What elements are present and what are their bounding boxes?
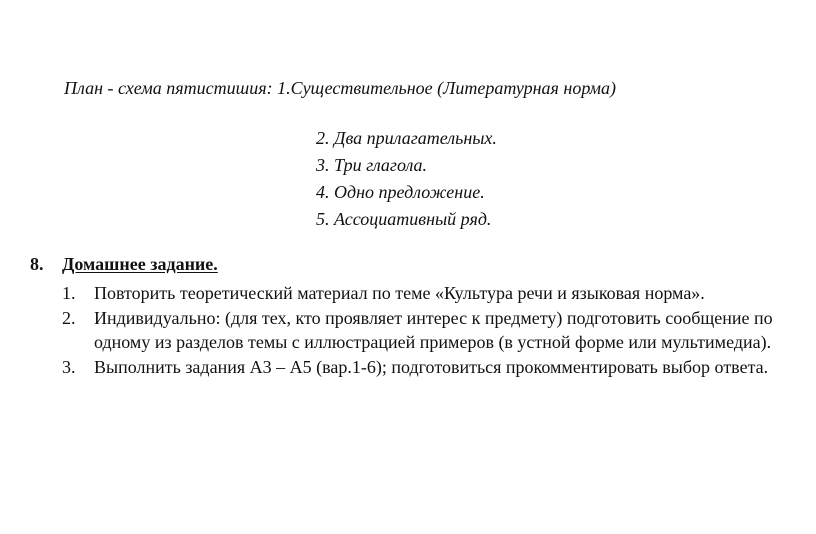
plan-item: 3. Три глагола. xyxy=(316,155,428,175)
homework-section-number: 8. xyxy=(30,254,44,274)
task-number: 2. xyxy=(62,307,76,328)
plan-items-list xyxy=(316,125,497,233)
plan-title: План - схема пятистишия: 1.Существительное (Литературная норма) xyxy=(64,78,616,98)
plan-item: 2. Два прилагательных. xyxy=(316,128,497,148)
homework-task xyxy=(62,306,802,355)
task-text: Индивидуально: (для тех, кто проявляет интерес к предмету) подготовить сообщение по одному из разделов темы с иллюстрацией примеров (в устной форме или мультимедиа). xyxy=(94,307,773,352)
plan-item: 4. Одно предложение. xyxy=(316,182,485,202)
homework-heading xyxy=(30,254,218,275)
task-number: 3. xyxy=(62,356,76,377)
task-text: Выполнить задания А3 – А5 (вар.1-6); подготовиться прокомментировать выбор ответа. xyxy=(94,356,769,377)
homework-task xyxy=(62,281,802,306)
task-number: 1. xyxy=(62,283,76,303)
homework-title: Домашнее задание. xyxy=(62,254,218,274)
task-text: Повторить теоретический материал по теме «Культура речи и языковая норма». xyxy=(94,283,705,303)
homework-task xyxy=(62,355,802,380)
plan-item: 5. Ассоциативный ряд. xyxy=(316,209,492,229)
homework-task-list xyxy=(62,281,802,379)
